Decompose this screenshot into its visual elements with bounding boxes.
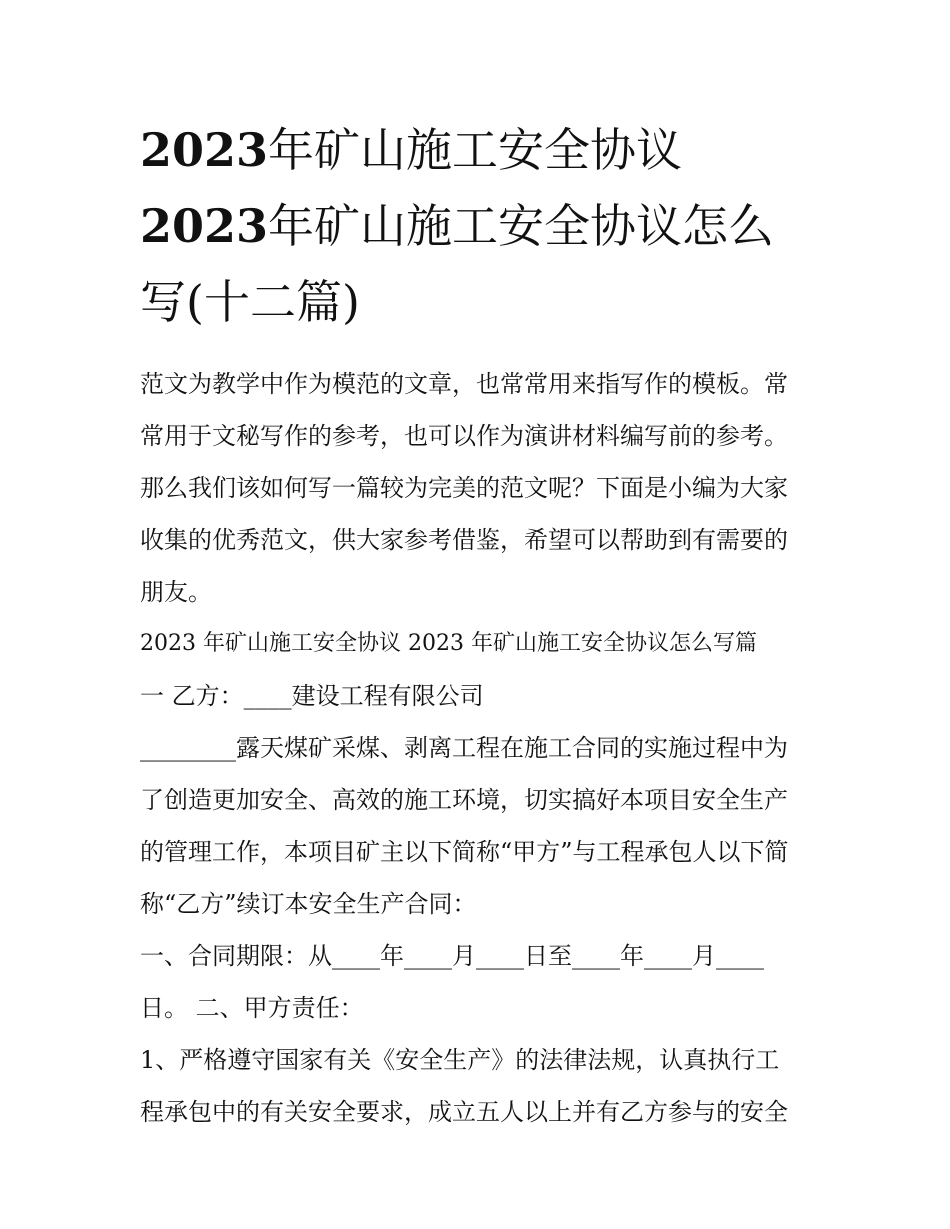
intro-line: 范文为教学中作为模范的文章，也常常用来指写作的模板。常 [140, 370, 788, 398]
body-line: ________露天煤矿采煤、剥离工程在施工合同的实施过程中为 [140, 734, 788, 762]
body-line: 称“乙方”续订本安全生产合同： [140, 890, 477, 918]
body-line: 程承包中的有关安全要求，成立五人以上并有乙方参与的安全 [140, 1098, 788, 1126]
section-heading [140, 618, 820, 722]
title-year-1: 2023 [140, 123, 269, 177]
document-title [140, 112, 820, 340]
title-text-2: 年矿山施工安全协议怎么 [268, 199, 775, 253]
title-line-2 [140, 188, 820, 264]
intro-line: 收集的优秀范文，供大家参考借鉴，希望可以帮助到有需要的 [140, 526, 788, 554]
body-line: 的管理工作，本项目矿主以下简称“甲方”与工程承包人以下简 [140, 838, 789, 866]
intro-line: 常用于文秘写作的参考，也可以作为演讲材料编写前的参考。 [140, 422, 788, 450]
contract-body [140, 722, 820, 1138]
title-text-1: 年矿山施工安全协议 [268, 123, 683, 177]
title-line-1 [140, 112, 820, 188]
intro-line: 那么我们该如何写一篇较为完美的范文呢？下面是小编为大家 [140, 474, 788, 502]
body-line: 日。 二、甲方责任： [140, 994, 364, 1022]
body-line: 1、严格遵守国家有关《安全生产》的法律法规，认真执行工 [140, 1046, 780, 1074]
section-heading-line: 一 乙方：____建设工程有限公司 [140, 682, 484, 710]
section-heading-line: 2023 年矿山施工安全协议 2023 年矿山施工安全协议怎么写篇 [140, 631, 757, 656]
intro-line: 朋友。 [140, 578, 212, 606]
intro-paragraph [140, 358, 820, 618]
body-line: 一、合同期限：从____年____月____日至____年____月____ [140, 942, 764, 970]
body-line: 了创造更加安全、高效的施工环境，切实搞好本项目安全生产 [140, 786, 788, 814]
title-year-2: 2023 [140, 199, 269, 253]
title-line-3: 写(十二篇) [140, 275, 360, 329]
document-page [140, 112, 820, 1138]
